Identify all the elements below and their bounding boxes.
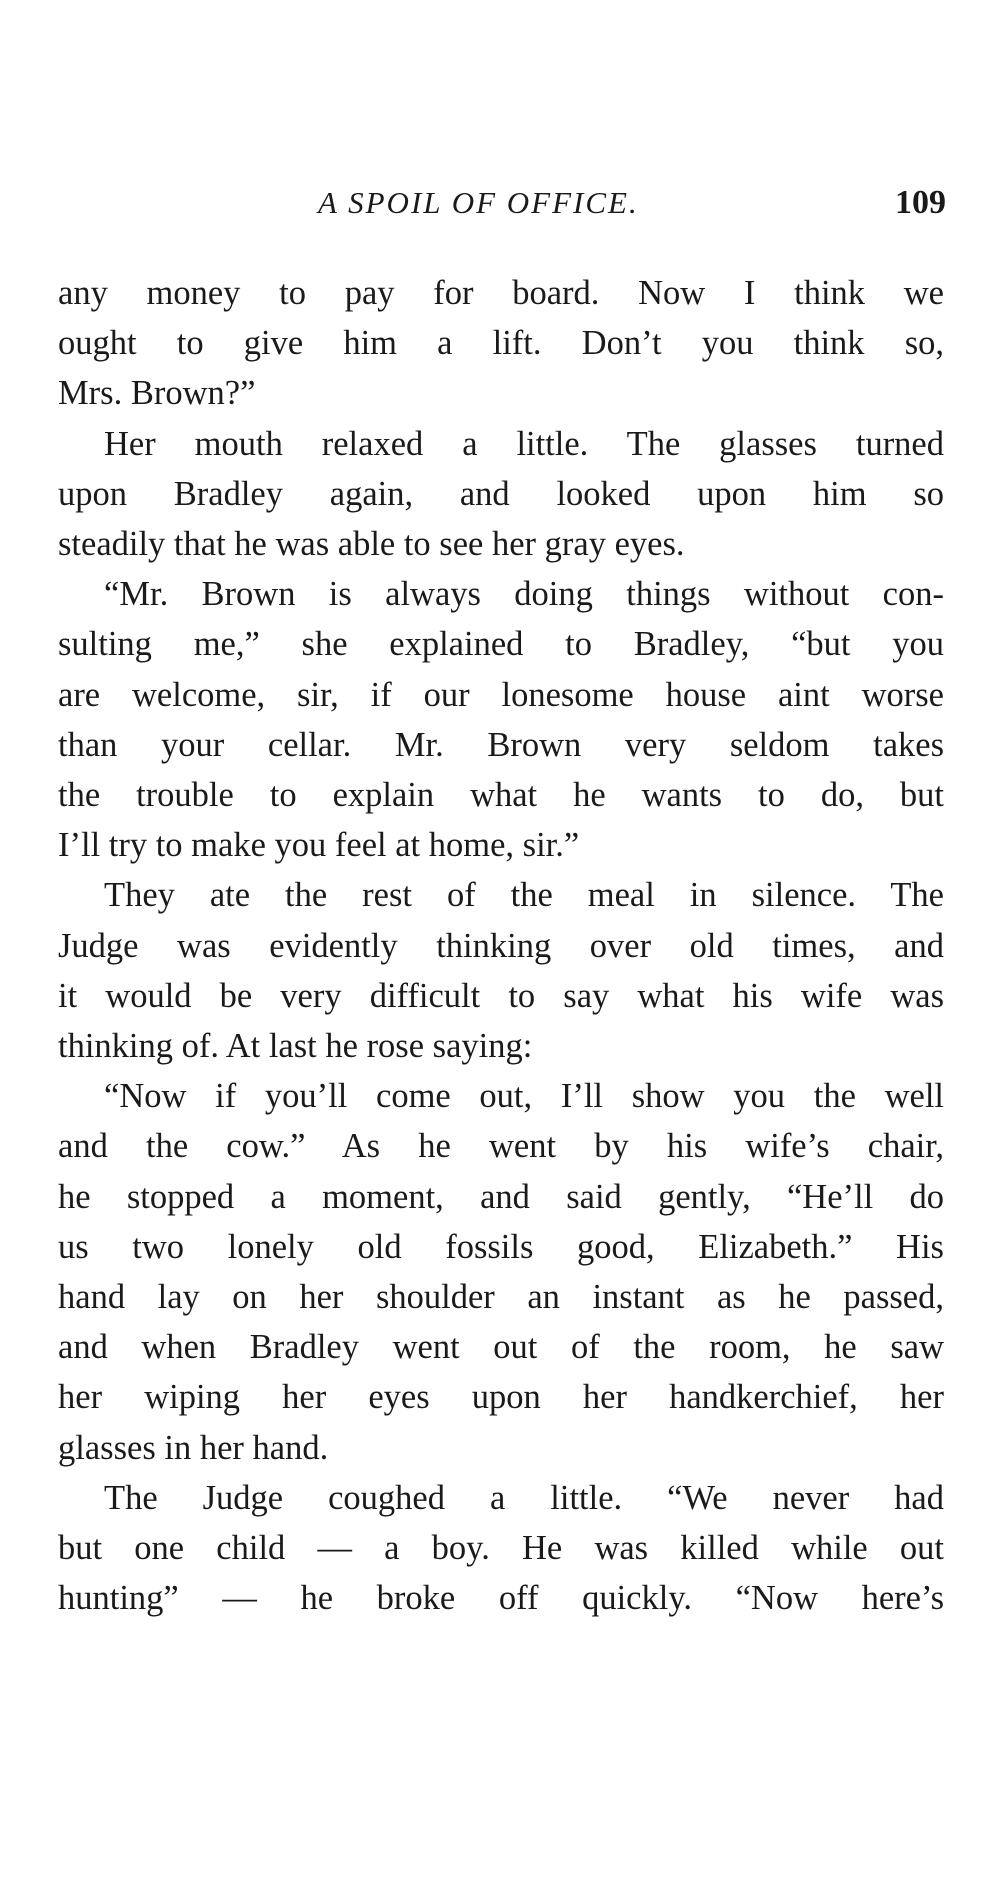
body-text <box>58 268 944 1623</box>
text-line: “Now if you’ll come out, I’ll show you the well <box>104 1077 944 1116</box>
paragraph <box>58 870 944 1071</box>
text-line: hand lay on her shoulder an instant as he passed, <box>58 1278 944 1317</box>
text-line: and the cow.” As he went by his wife’s chair, <box>58 1127 944 1166</box>
text-line: Judge was evidently thinking over old times, and <box>58 926 944 965</box>
text-line: Mrs. Brown?” <box>58 374 256 413</box>
text-line: I’ll try to make you feel at home, sir.” <box>58 826 580 865</box>
text-line: ought to give him a lift. Don’t you think so, <box>58 324 944 363</box>
text-line: and when Bradley went out of the room, he saw <box>58 1328 944 1367</box>
paragraph <box>58 419 944 570</box>
text-line: They ate the rest of the meal in silence. The <box>104 876 944 915</box>
page-number: 109 <box>895 184 946 221</box>
text-line: than your cellar. Mr. Brown very seldom takes <box>58 725 944 764</box>
text-line: the trouble to explain what he wants to do, but <box>58 776 944 815</box>
paragraph <box>58 569 944 870</box>
text-line: steadily that he was able to see her gray eyes. <box>58 525 685 564</box>
text-line: The Judge coughed a little. “We never had <box>104 1478 944 1517</box>
text-line: Her mouth relaxed a little. The glasses turned <box>104 424 944 463</box>
text-line: but one child — a boy. He was killed while out <box>58 1529 944 1568</box>
text-line: any money to pay for board. Now I think we <box>58 274 944 312</box>
text-line: glasses in her hand. <box>58 1428 329 1467</box>
text-line: sulting me,” she explained to Bradley, “but you <box>58 625 944 664</box>
paragraph <box>58 1473 944 1624</box>
running-head <box>58 178 946 228</box>
paragraph <box>58 268 944 419</box>
text-line: it would be very difficult to say what his wife was <box>58 976 944 1015</box>
text-line: her wiping her eyes upon her handkerchief, her <box>58 1378 944 1417</box>
text-line: “Mr. Brown is always doing things without con- <box>104 575 944 614</box>
text-line: hunting” — he broke off quickly. “Now here’s <box>58 1579 944 1618</box>
running-title: A SPOIL OF OFFICE. <box>318 185 639 220</box>
text-line: us two lonely old fossils good, Elizabeth.” His <box>58 1227 944 1266</box>
text-line: he stopped a moment, and said gently, “He’ll do <box>58 1177 944 1216</box>
paragraph <box>58 1071 944 1473</box>
text-line: thinking of. At last he rose saying: <box>58 1027 533 1066</box>
text-line: are welcome, sir, if our lonesome house aint worse <box>58 675 944 714</box>
text-line: upon Bradley again, and looked upon him so <box>58 474 944 513</box>
